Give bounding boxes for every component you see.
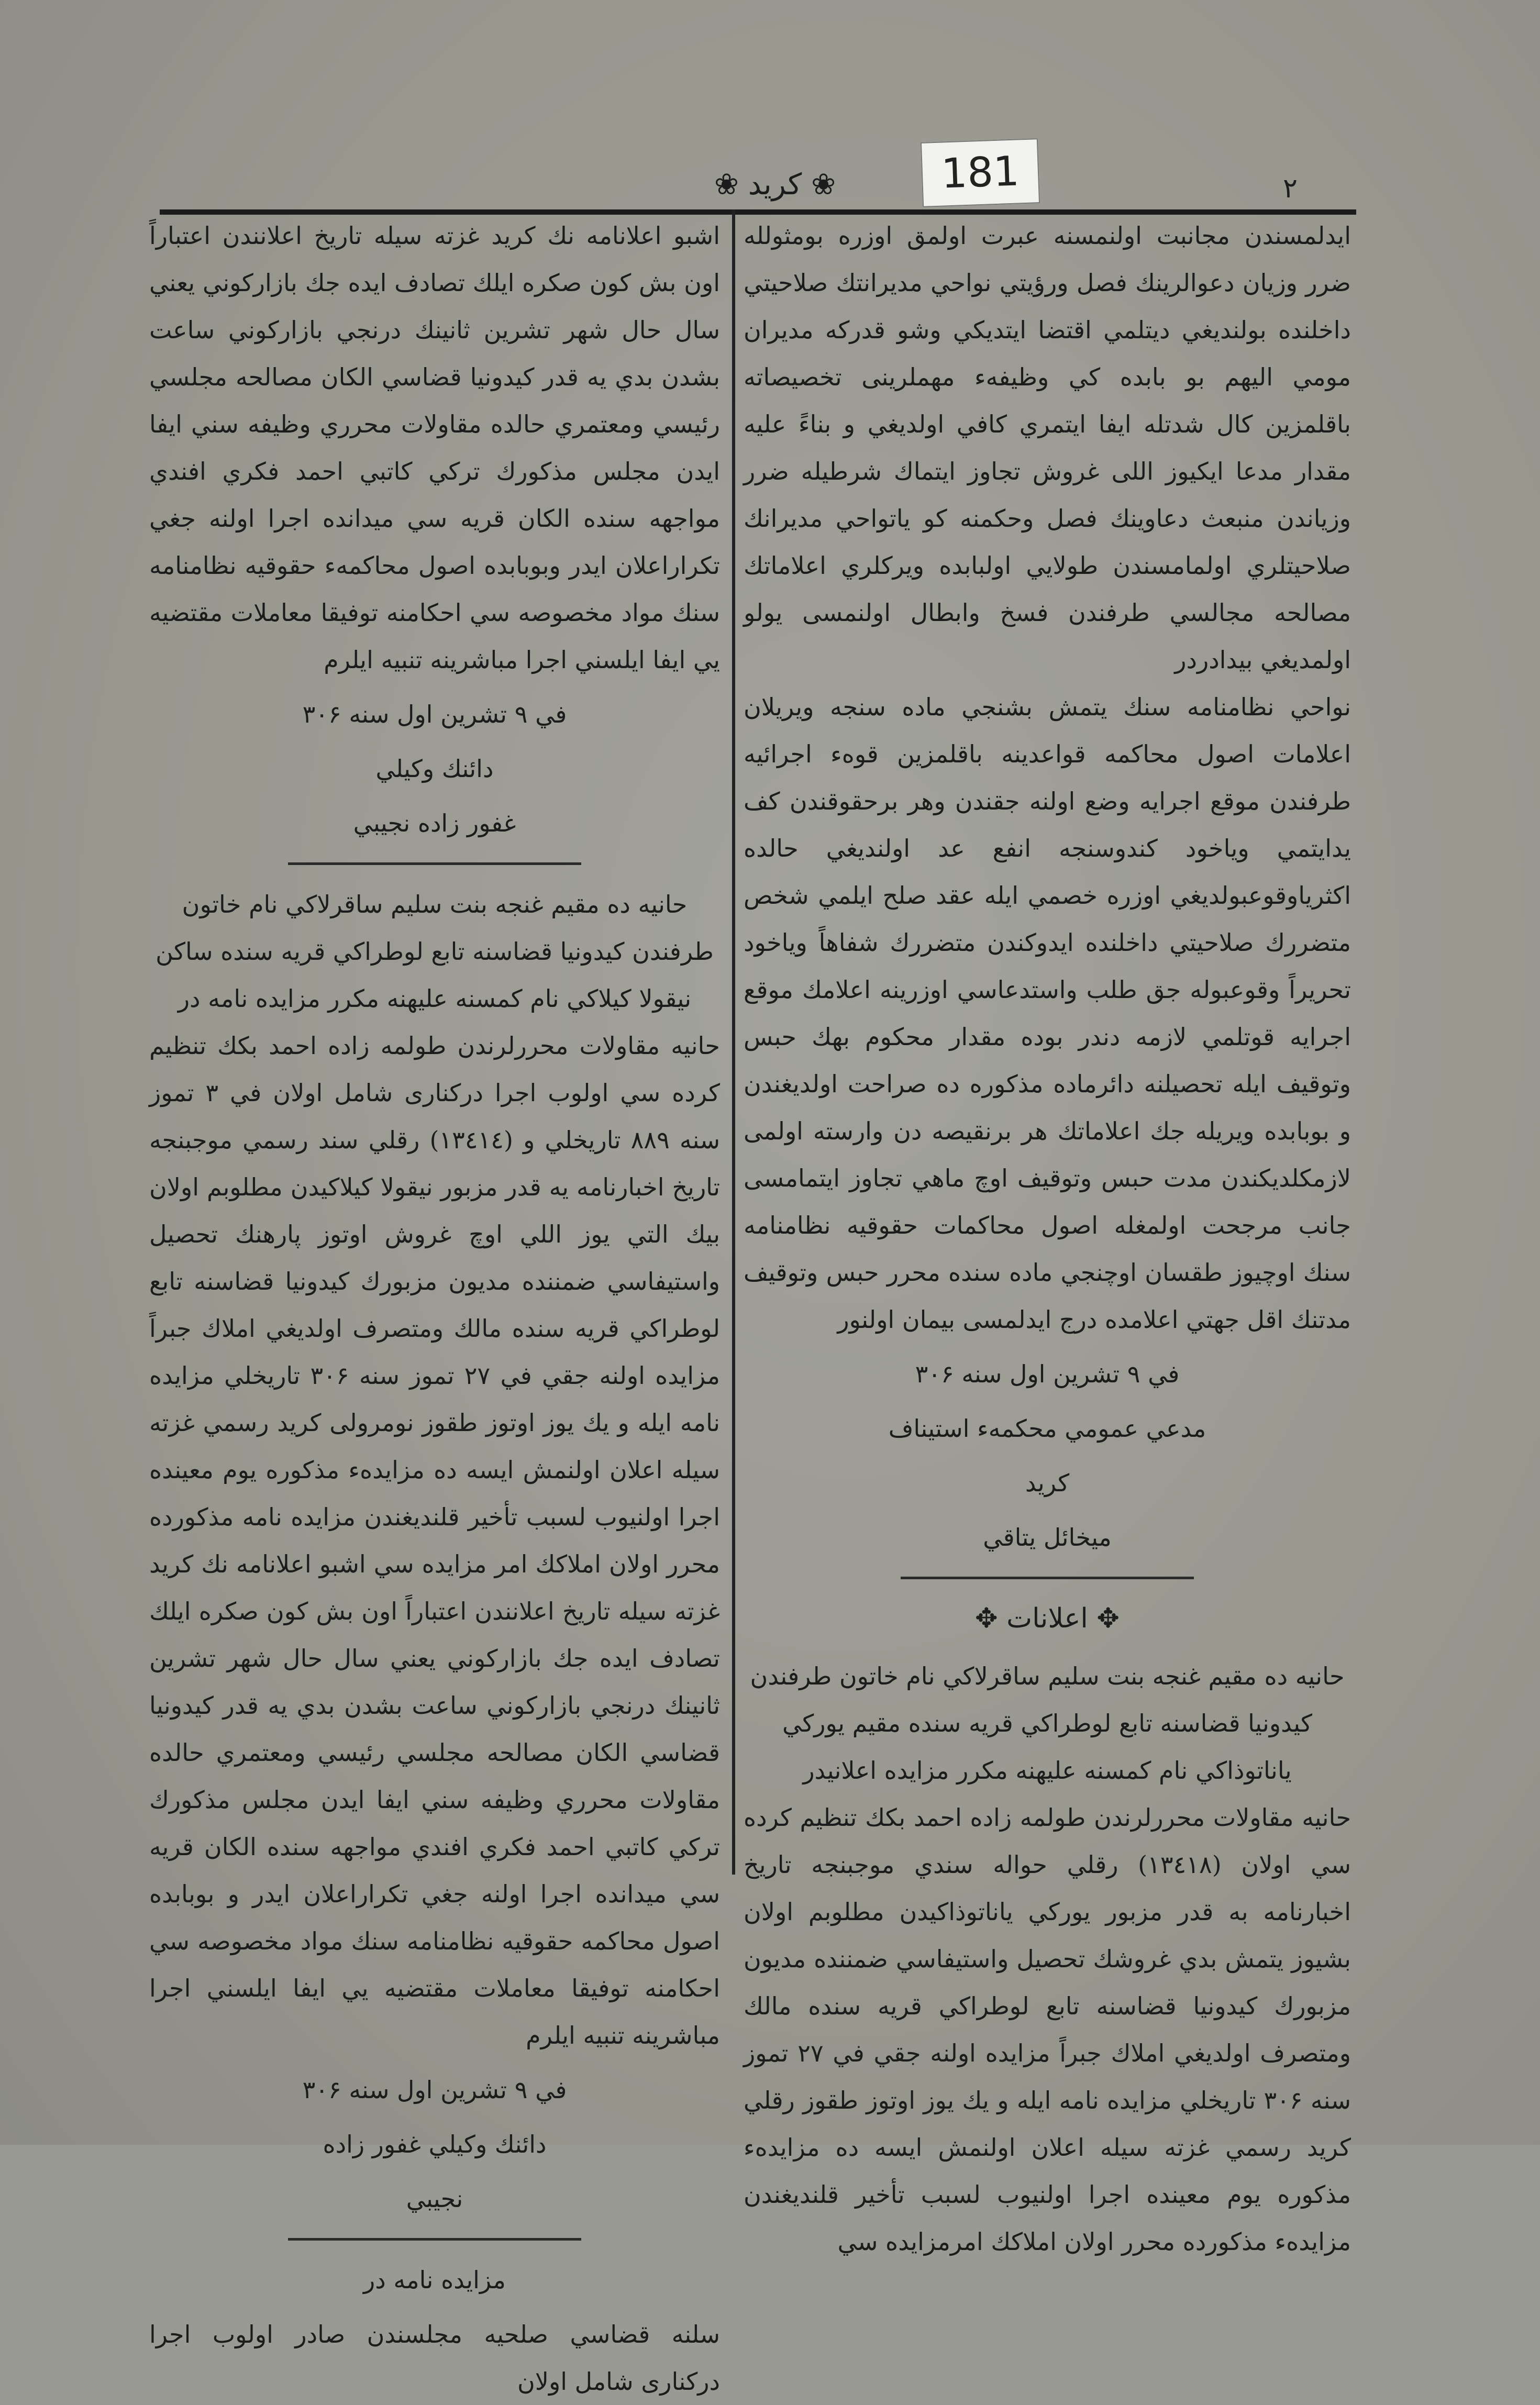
masthead-title: كريد: [748, 168, 802, 202]
left-column: [149, 212, 720, 2405]
ornament-icon: ❀: [714, 168, 748, 202]
paragraph: حانيه مقاولات محررلرندن طولمه زاده احمد بكك تنظيم كرده سي اولان (١٣٤١٨) رقلي حواله سندي موجبنجه تاريخ اخبارنامه به قدر مزبور يوركي ياناتوذاكيدن مطلوبم اولان بشيوز يتمش بدي غروشك تحصيل واستيفاسي ضمننده مديون مزبورك كيدونيا قضاسنه تابع لوطراكي قريه سنده مالك ومتصرف اولديغي املاك جبراً مزايده اولنه جقي في ۲۷ تموز سنه ۳۰۶ تاريخلي مزايده نامه ايله و يك يوز اوتوز طقوز رقلي كريد رسمي غزته سيله اعلان اولنمش ايسه ده مزايدهء مذكوره يوم معينده اجرا اولنيوب لسبب تأخير قلنديغندن مزايدهء مذكورده محرر اولان املاكك امرمزايده سي: [744, 1803, 1351, 2256]
separator-rule: [901, 1577, 1194, 1579]
page-number: ۲: [1283, 173, 1298, 204]
paragraph: نواحي نظامنامه سنك يتمش بشنجي ماده سنجه ويريلان اعلامات اصول محاكمه قواعدينه باقلمزين قوهء اجرائيه طرفندن موقع اجرايه وضع اولنه جقندن وهر برحقوقندن كف يدايتمي وياخود كندوسنجه انفع عد اولنديغي حالده اكثرياوقوعبولديغي اوزره خصمي ايله عقد صلح ايلمي شخص متضررك صلاحيتي داخلنده ايدوكندن متضررك شفاهاً وياخود تحريراً وقوعبوله جق طلب واستدعاسي اوزرينه اعلامك موقع اجرايه قوتلمي لازمه دندر بوده مقدار محكوم بهك حبس وتوقيف ايله تحصيلنه دائرماده مذكوره ده صراحت اولديغندن و بوبابده ويريله جك اعلاماتك هر برنقيصه دن وارسته اولمى لازمكلديكندن مدت حبس وتوقيف اوچ ماهي تجاوز ايتمامسى جانب مرجحت اولمغله اصول محاكمات حقوقيه نظامنامه سنك اوچيوز طقسان اوچنجي ماده سنده محرر حبس وتوقيف مدتنك اقل جهتي اعلامده درج ايدلمسى بيمان اولنور: [744, 693, 1351, 1334]
section-heading: ✥ اعلانات ✥: [975, 1603, 1120, 1634]
paragraph: حانيه مقاولات محررلرندن طولمه زاده احمد بكك تنظيم كرده سي اولوب اجرا دركنارى شامل اولان في ۳ تموز سنه ۸۸۹ تاريخلي و (۱۳٤١٤) رقلي سند رسمي موجبنجه تاريخ اخبارنامه يه قدر مزبور نيقولا كيلاكيدن مطلوبم اولان بيك التي يوز اللي اوچ غروش اوتوز پارهنك تحصيل واستيفاسي ضمننده مديون مزبورك كيدونيا قضاسنه تابع لوطراكي قريه سنده مالك ومتصرف اولديغي املاك جبراً مزايده اولنه جقي في ۲۷ تموز سنه ۳۰۶ تاريخلي مزايده نامه ايله و يك يوز اوتوز طقوز نومرولى كريد رسمي غزته سيله اعلان اولنمش ايسه ده مزايدهء مذكوره يوم معينده اجرا اولنيوب لسبب تأخير قلنديغندن مزايده نامه مذكورده محرر اولان املاكك امر مزايده سي اشبو اعلانامه نك كريد غزته سيله تاريخ اعلانندن اعتباراً اون بش كون صكره ايلك تصادف ايده جك بازاركوني يعني سال حال شهر تشرين ثانينك درنجي بازاركوني ساعت بشدن بدي يه قدر كيدونيا قضاسي الكان مصالحه مجلسي رئيسي ومعتمري حالده مقاولات محرري وظيفه سني ايفا ايدن مجلس مذكورك تركي كاتبي احمد فكري افندي مواجهه سنده الكان قريه سي ميدانده اجرا اولنه جغي تكراراعلان ايدر و بوبابده اصول محاكمه حقوقيه نظامنامه سنك مواد مخصوصه سي احكامنه توفيقا معاملات مقتضيه يي ايفا ايلسني اجرا مباشرينه تنبيه ايلرم: [149, 1032, 720, 2049]
paragraph: سلنه قضاسي صلحيه مجلسندن صادر اولوب اجرا دركنارى شامل اولان: [149, 2320, 720, 2396]
date-line: في ۹ تشرين اول سنه ۳۰۶: [915, 1360, 1180, 1388]
notice-title: حانيه ده مقيم غنجه بنت سليم ساقرلاكي نام خاتون طرفندن كيدونيا قضاسنه تابع لوطراكي قريه سنده مقيم يوركي ياناتوذاكي نام كمسنه عليهنه مكرر مزايده اعلانيدر: [750, 1662, 1345, 1785]
separator-rule: [288, 862, 581, 865]
signatory-place: كريد: [1025, 1469, 1070, 1497]
ornament-icon: ❀: [802, 168, 836, 202]
column-divider: [732, 209, 735, 1875]
paragraph: اشبو اعلانامه نك كريد غزته سيله تاريخ اعلانندن اعتباراً اون بش كون صكره ايلك تصادف ايده جك بازاركوني يعني سال حال شهر تشرين ثانينك درنجي بازاركوني ساعت بشدن بدي يه قدر كيدونيا قضاسي الكان مصالحه مجلسي رئيسي ومعتمري حالده مقاولات محرري وظيفه سني ايفا ايدن مجلس مذكورك تركي كاتبي احمد فكري افندي مواجهه سنده الكان قريه سي ميدانده اجرا اولنه جغي تكراراعلان ايدر وبوبابده اصول محاكمهء حقوقيه نظامنامه سنك مواد مخصوصه سي احكامنه توفيقا معاملات مقتضيه يي ايفا ايلسني اجرا مباشرينه تنبيه ايلرم: [149, 221, 720, 674]
separator-rule: [288, 2238, 581, 2241]
signatory-name: غفور زاده نجيبي: [353, 809, 516, 837]
archive-number-label: 181: [921, 138, 1040, 207]
date-line: في ۹ تشرين اول سنه ۳۰۶: [302, 700, 567, 728]
masthead: [628, 168, 922, 202]
signatory-title: مدعي عمومي محكمهء استيناف: [888, 1414, 1206, 1443]
ornament-icon: ✥: [1088, 1603, 1120, 1634]
ornament-icon: ✥: [975, 1603, 1007, 1634]
notice-title: حانيه ده مقيم غنجه بنت سليم ساقرلاكي نام خاتون طرفندن كيدونيا قضاسنه تابع لوطراكي قريه سنده ساكن نيقولا كيلاكي نام كمسنه عليهنه مكرر مزايده نامه در: [156, 890, 714, 1013]
date-line: في ۹ تشرين اول سنه ۳۰۶: [302, 2076, 567, 2104]
signatory-name: ميخائل يتاقي: [983, 1523, 1112, 1551]
right-column: [744, 212, 1351, 2265]
signatory-title: دائنك وكيلي: [375, 755, 494, 783]
signatory-title: دائنك وكيلي غفور زاده: [323, 2130, 547, 2158]
notice-heading: مزايده نامه در: [363, 2266, 506, 2294]
signatory-name: نجيبي: [406, 2185, 463, 2213]
paragraph: ايدلمسندن مجانبت اولنمسنه عبرت اولمق اوزره بومثولله ضرر وزيان دعوالرينك فصل ورؤيتي نواحي مديرانتك صلاحيتي داخلنده بولنديغي ديتلمي اقتضا ايتديكي وشو قدركه مديران مومي اليهم بو بابده كي وظيفهء مهملرينى تخصيصاته باقلمزين كال شدتله ايفا ايتمري كافي اولديغي و بناءً عليه مقدار مدعا ايكيوز اللى غروش تجاوز ايتماك شرطيله ضرر وزياندن منبعث دعاوينك فصل وحكمنه كو ياتواحي مديرانك صلاحيتلري اولمامسندن طولايي اولبابده ويركلري اعلاماتك مصالحه مجالسي طرفندن فسخ وابطال اولنمسى يولو اولمديغي بيدادردر: [744, 221, 1351, 674]
